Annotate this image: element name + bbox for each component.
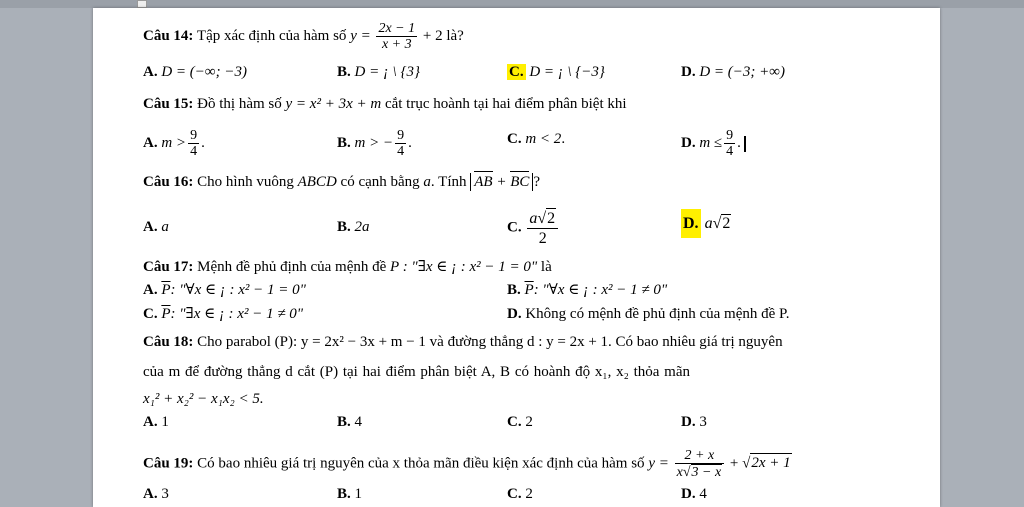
option-a: A. $\overline{P}$: "∀x ∈ ¡ : x² − 1 = 0" (143, 282, 306, 298)
question-label: Câu 19: (143, 455, 194, 472)
question-label: Câu 15: (143, 96, 194, 112)
question-18-line-2: của m để đường thẳng d cắt (P) tại hai điểm phân biệt A, B có hoành độ x₁, x₂ thỏa mãn (143, 364, 690, 380)
question-15: Câu 15: Đồ thị hàm số y = x² + 3x + m cắt trục hoành tại hai điểm phân biệt khi (143, 96, 627, 112)
question-18: Câu 18: Cho parabol (P): y = 2x² − 3x + m − 1 và đường thẳng d : y = 2x + 1. Có bao nhiêu giá trị nguyên (143, 334, 783, 350)
option-c: C. 2 (507, 486, 533, 502)
option-d: D. D = (−3; +∞) (681, 64, 785, 80)
option-b: B. $\overline{P}$: "∀x ∈ ¡ : x² − 1 ≠ 0" (507, 282, 668, 298)
option-a: A. 3 (143, 486, 169, 502)
fraction: $\frac{2x - 1}{x + 3}$ (378, 21, 416, 52)
question-17: Câu 17: Mệnh đề phủ định của mệnh đề P : "∃x ∈ ¡ : x² − 1 = 0" là (143, 259, 552, 275)
text-cursor (744, 136, 746, 152)
option-c: C. $\frac{a√2}{2}$ (507, 208, 560, 248)
fraction: $\frac{2 + x}{x√3 - x}$ (675, 448, 725, 480)
option-b: B. 4 (337, 414, 363, 430)
question-label: Câu 14: (143, 27, 194, 44)
question-14: Câu 14: Tập xác định của hàm số y = $\frac{2x - 1}{x + 3}$ + 2 là? (143, 21, 464, 52)
option-b: B. 2a (337, 219, 370, 235)
question-19: Câu 19: Có bao nhiêu giá trị nguyên của x thỏa mãn điều kiện xác định của hàm số y = $\frac{2 + x}{x√3 - x}$ + √2x + 1 (143, 448, 791, 480)
option-a: A. 1 (143, 414, 169, 430)
document-page[interactable] (93, 8, 940, 507)
option-c: C. D = ¡ \ {−3} (509, 64, 605, 80)
question-16: Câu 16: Cho hình vuông ABCD có cạnh bằng a. Tính AB + BC ? (143, 174, 541, 190)
option-d: D. 3 (681, 414, 707, 430)
page-corner-marker (137, 0, 147, 8)
option-a: A. D = (−∞; −3) (143, 64, 247, 80)
option-a: A. m > $\frac{9}{4}$ . (143, 128, 205, 159)
ruler-bar (0, 0, 1024, 8)
option-c: C. $\overline{P}$: "∃x ∈ ¡ : x² − 1 ≠ 0" (143, 306, 304, 322)
answer-highlight: D. (681, 209, 701, 238)
question-label: Câu 16: (143, 174, 194, 190)
option-d: D. a√2 (681, 214, 731, 233)
option-d: D. Không có mệnh đề phủ định của mệnh đề P. (507, 306, 790, 322)
option-c: C. 2 (507, 414, 533, 430)
option-b: B. D = ¡ \ {3} (337, 64, 420, 80)
question-18-line-3: x₁² + x₂² − x₁x₂ < 5. (143, 391, 264, 407)
vector-norm: AB + BC (470, 173, 533, 191)
question-label: Câu 18: (143, 334, 194, 350)
option-a: A. a (143, 219, 169, 235)
question-label: Câu 17: (143, 259, 194, 275)
option-b: B. 1 (337, 486, 363, 502)
option-b: B. m > − $\frac{9}{4}$ . (337, 128, 412, 159)
option-c: C. m < 2. (507, 131, 566, 147)
option-d: D. 4 (681, 486, 707, 502)
option-d: D. m ≤ $\frac{9}{4}$ . (681, 128, 746, 159)
answer-highlight: C. (509, 64, 524, 80)
